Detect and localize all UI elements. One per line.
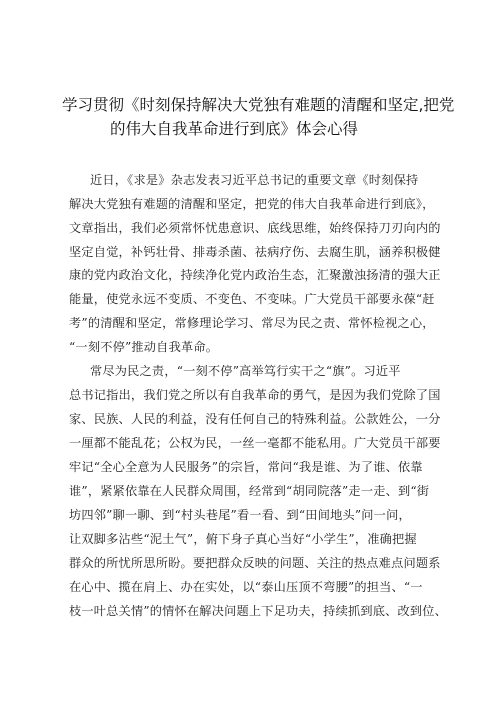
body-line: 坊四邻”聊一聊、到“村头巷尾”看一看、到“田间地头”问一问， — [69, 508, 411, 522]
body-line: 坚定自觉，补钙壮骨、排毒杀菌、祛病疗伤、去腐生肌，涵养积极健 — [69, 245, 441, 259]
body-line: 枝一叶总关情”的情怀在解决问题上下足功夫，持续抓到底、改到位、 — [69, 604, 448, 618]
body-line: “一刻不停”推动自我革命。 — [69, 340, 219, 354]
document-title-line-2: 的伟大自我革命进行到底》体会心得 — [110, 120, 359, 138]
document-title-line-1: 学习贯彻《时刻保持解决大党独有难题的清醒和坚定,把党 — [62, 96, 455, 114]
body-line: 解决大党独有难题的清醒和坚定，把党的伟大自我革命进行到底》， — [69, 197, 435, 211]
body-line: 群众的所忧所思所盼。要把群众反映的问题、关注的热点难点问题系 — [69, 556, 441, 570]
body-line: 文章指出，我们必须常怀忧患意识、底线思维，始终保持刀刃向内的 — [69, 221, 441, 235]
body-line: 近日，《求是》杂志发表习近平总书记的重要文章《时刻保持 — [90, 173, 419, 187]
body-line: 一厘都不能乱花；公权为民，一丝一毫都不能私用。广大党员干部要 — [69, 436, 441, 450]
body-line: 让双脚多沾些“泥土气”，俯下身子真心当好“小学生”，准确把握 — [69, 532, 417, 546]
body-line: 总书记指出，我们党之所以有自我革命的勇气，是因为我们党除了国 — [69, 388, 441, 402]
body-line: 谁”，紧紧依靠在人民群众周围，经常到“胡同院落”走一走、到“街 — [69, 484, 430, 498]
body-line: 康的党内政治文化，持续净化党内政治生态，汇聚激浊扬清的强大正 — [69, 268, 441, 282]
body-line: 家、民族、人民的利益，没有任何自己的特殊利益。公款姓公，一分 — [69, 412, 441, 426]
body-line: 常尽为民之责，“一刻不停”高举笃行实干之“旗”。习近平 — [90, 364, 401, 378]
body-line: 在心中、揽在肩上、办在实处，以“泰山压顶不弯腰”的担当、“一 — [69, 580, 423, 594]
body-line: 考”的清醒和坚定，常修理论学习、常尽为民之责、常怀检视之心， — [69, 316, 435, 330]
body-line: 能量，使党永远不变质、不变色、不变味。广大党员干部要永葆“赶 — [69, 292, 435, 306]
body-line: 牢记“全心全意为人民服务”的宗旨，常问“我是谁、为了谁、依靠 — [69, 460, 423, 474]
